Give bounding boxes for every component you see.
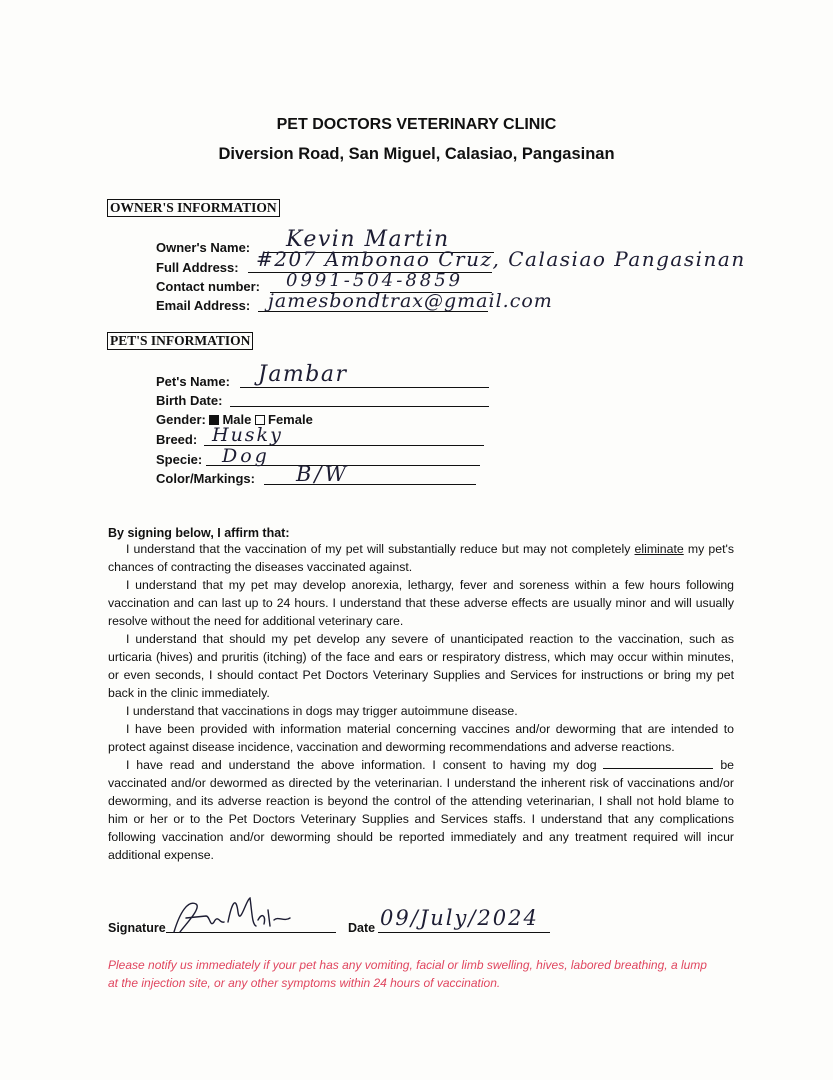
- affirmation-p5: I have been provided with information material concerning vaccines and/or deworming that are intended to protect against disease incidence, vaccination and deworming recommendations and adverse reactions.: [108, 722, 734, 754]
- owner-email-label: Email Address:: [156, 298, 251, 313]
- affirmation-p3: I understand that should my pet develop any severe of unanticipated reaction to the vaccination, such as urticaria (hives) and pruritis (itching) of the face and ears or respiratory distress, which may occur within minutes, or even seconds, I should contact Pet Doctors Veterinary Supplies and Services for instructions or bring my pet back in the clinic immediately.: [108, 632, 734, 700]
- affirmation-p1-b: my pet's chances of contracting the diseases vaccinated against.: [108, 542, 735, 574]
- owner-name-label: Owner's Name:: [156, 240, 251, 255]
- owner-section-heading: OWNER'S INFORMATION: [107, 199, 280, 217]
- date-line[interactable]: [378, 932, 550, 933]
- gender-male-label: Male: [222, 412, 252, 427]
- breed-value: Husky: [212, 424, 283, 446]
- date-value: 09/July/2024: [380, 906, 539, 930]
- specie-label: Specie:: [156, 452, 203, 467]
- pet-name-value: Jambar: [258, 362, 348, 387]
- owner-contact-value: 0991-504-8859: [286, 270, 464, 291]
- signature-label: Signature: [108, 921, 166, 935]
- clinic-name: PET DOCTORS VETERINARY CLINIC: [276, 116, 557, 133]
- color-markings-label: Color/Markings:: [156, 471, 255, 486]
- affirmation-body: [108, 540, 734, 864]
- notice-text: Please notify us immediately if your pet has any vomiting, facial or limb swelling, hives, labored breathing, a lump at the injection site, or any other symptoms within 24 hours of vaccination.: [108, 958, 707, 990]
- color-markings-value: B/W: [296, 462, 350, 486]
- clinic-address: Diversion Road, San Miguel, Calasiao, Pangasinan: [218, 145, 615, 163]
- dog-name-blank[interactable]: [603, 758, 713, 769]
- specie-value: Dog: [222, 445, 270, 467]
- affirmation-p2: I understand that my pet may develop anorexia, lethargy, fever and soreness within a few hours following vaccination and can last up to 24 hours. I understand that these adverse effects are usually minor and will usually resolve without the need for additional veterinary care.: [108, 578, 734, 628]
- gender-label: Gender:: [156, 412, 206, 427]
- affirmation-p4: I understand that vaccinations in dogs may trigger autoimmune disease.: [126, 704, 518, 718]
- pet-name-line: [240, 387, 489, 388]
- owner-address-label: Full Address:: [156, 260, 239, 275]
- affirmation-p1-a: I understand that the vaccination of my pet will substantially reduce but may not completely: [126, 542, 631, 556]
- gender-female-label: Female: [268, 412, 313, 427]
- affirmation-heading: By signing below, I affirm that:: [108, 526, 290, 540]
- pet-section-heading: PET'S INFORMATION: [107, 332, 253, 350]
- affirmation-p6-a: I have read and understand the above information. I consent to having my dog: [126, 758, 597, 772]
- breed-label: Breed:: [156, 432, 198, 447]
- birth-date-line: [230, 406, 489, 407]
- owner-address-value: #207 Ambonao Cruz, Calasiao Pangasinan: [256, 247, 746, 271]
- affirmation-p1: [108, 540, 734, 576]
- signature-scribble: [166, 892, 326, 938]
- owner-contact-label: Contact number:: [156, 279, 260, 294]
- affirmation-p6-b: be vaccinated and/or dewormed as directed by the veterinarian. I understand the inherent risk of vaccinations and/or deworming, and its adverse reaction is beyond the control of the attending veterinarian, I shall not hold blame to him or her or to the Pet Doctors Veterinary Supplies and Services staffs. I understand that any complications following vaccination and/or deworming should be reported immediately and any treatment required will incur additional expense.: [108, 758, 734, 862]
- owner-name-value: Kevin Martin: [286, 227, 450, 252]
- affirmation-p6: [108, 756, 734, 864]
- owner-email-value: jamesbondtrax@gmail.com: [268, 290, 553, 312]
- pet-name-label: Pet's Name:: [156, 374, 230, 389]
- affirmation-p1-underlined: eliminate: [634, 542, 684, 556]
- birth-date-label: Birth Date:: [156, 393, 223, 408]
- date-label: Date: [348, 921, 376, 935]
